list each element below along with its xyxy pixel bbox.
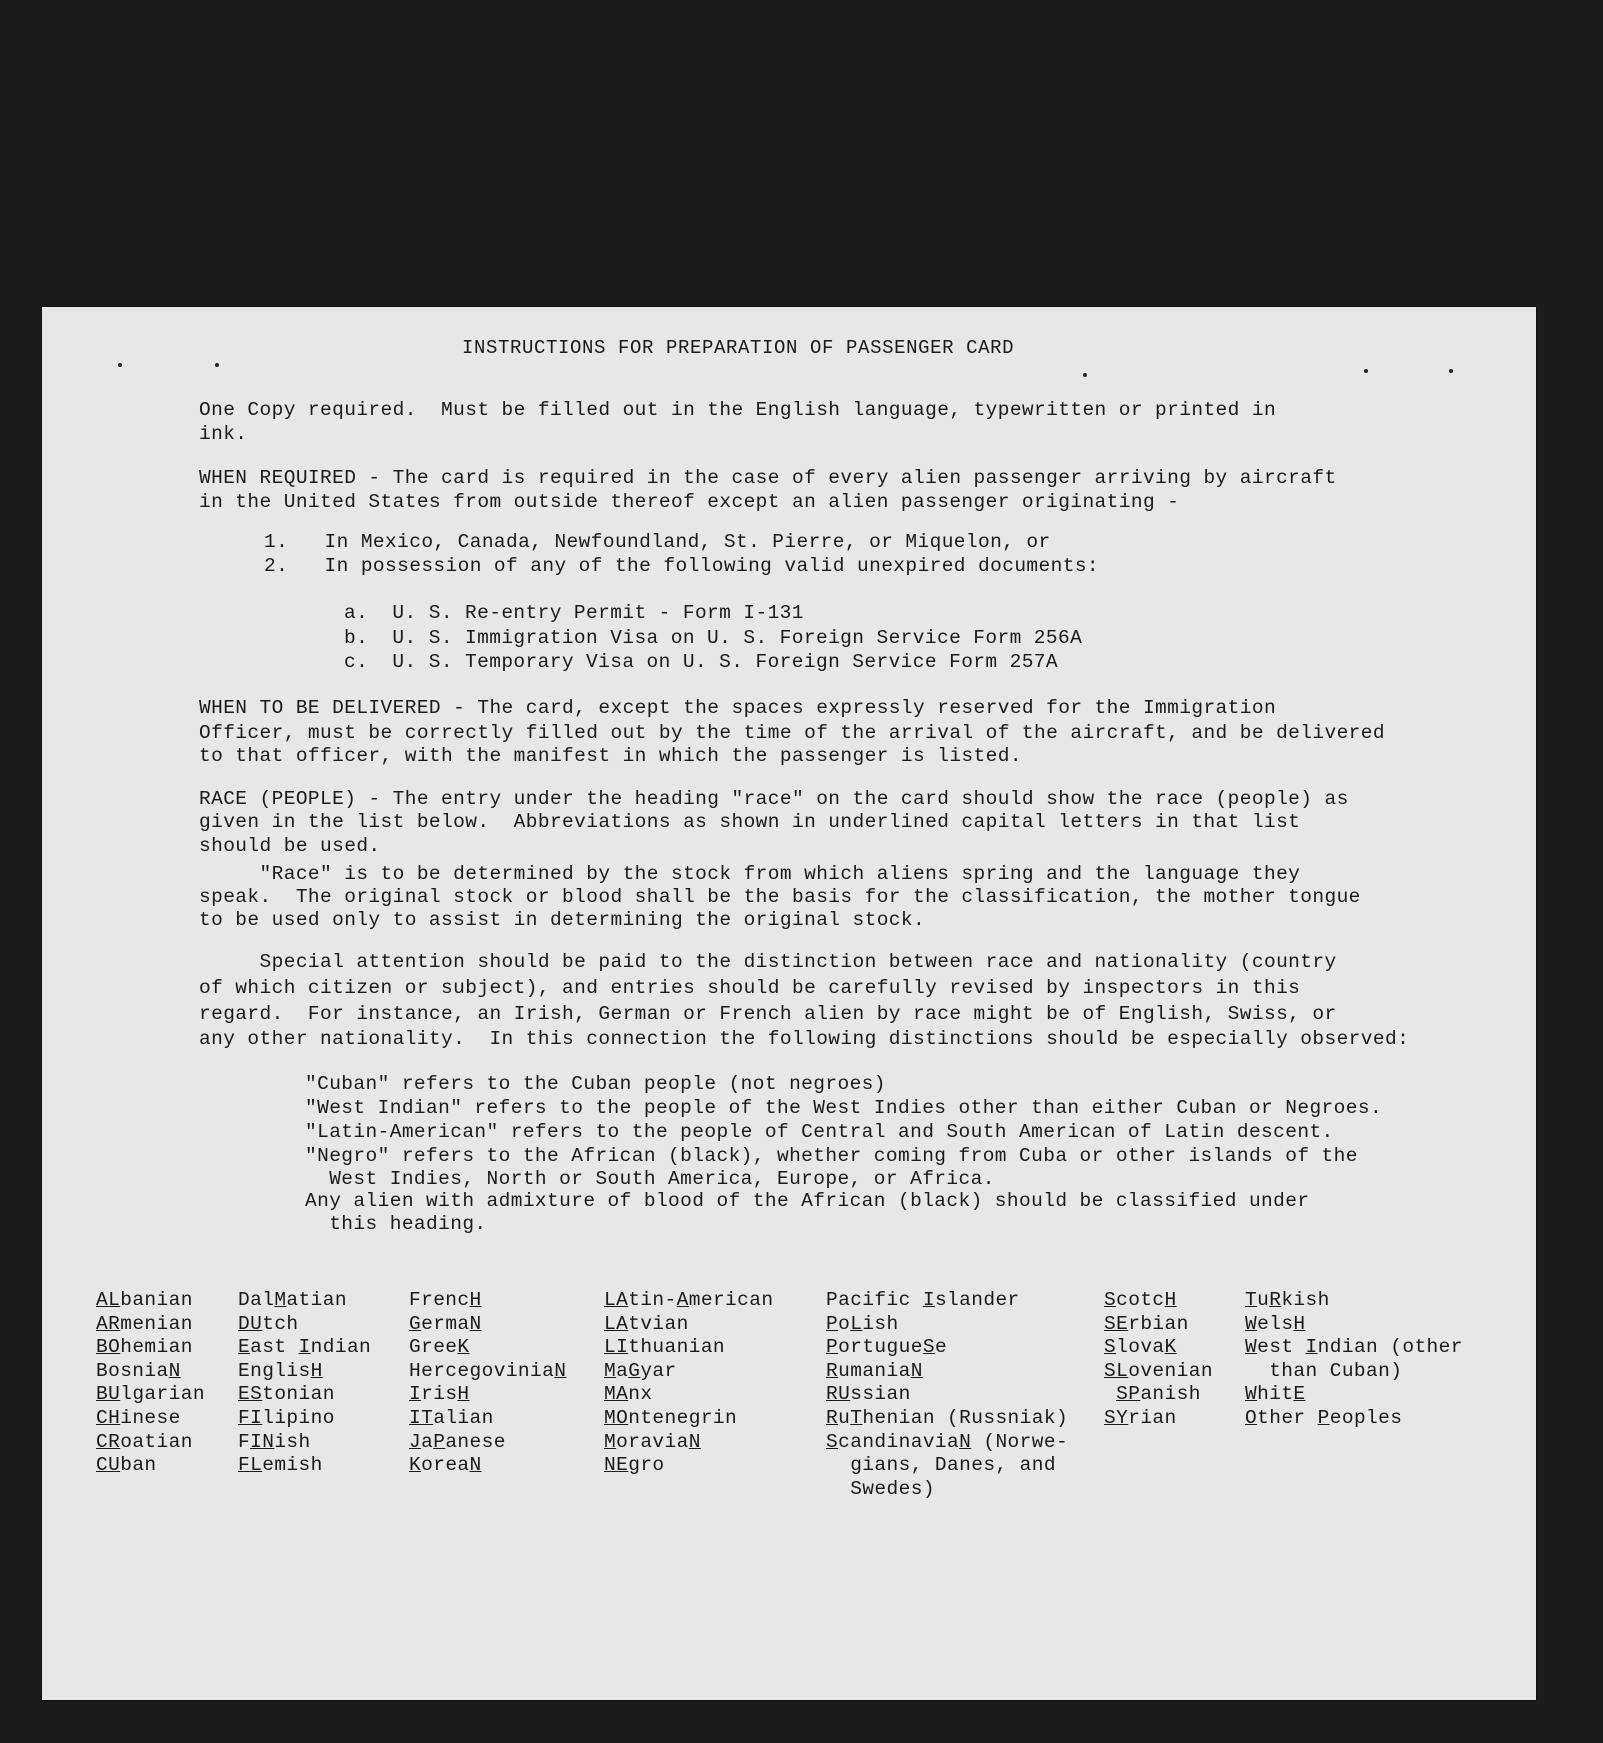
race-abbrev: E <box>238 1336 251 1359</box>
race-abbrev: K <box>1164 1336 1177 1359</box>
race-text: menian <box>120 1312 193 1335</box>
race-text: atian <box>286 1289 347 1311</box>
race-abbrev: CR <box>96 1430 121 1453</box>
race-entry <box>238 1336 371 1360</box>
race-abbrev: T <box>1245 1289 1258 1311</box>
race-list-column-4 <box>604 1289 773 1478</box>
race-entry <box>826 1289 1068 1313</box>
race-text: rbian <box>1128 1312 1189 1335</box>
race-text: Pacific <box>826 1289 923 1311</box>
race-text: lipino <box>262 1406 335 1429</box>
race-entry <box>96 1454 205 1478</box>
race-text: u <box>1257 1289 1270 1311</box>
race-text: banian <box>120 1289 193 1311</box>
race-entry <box>604 1383 773 1407</box>
race-entry <box>604 1431 773 1455</box>
race-text: gians, Danes, and <box>826 1454 1056 1477</box>
race-entry <box>409 1336 566 1360</box>
race-abbrev: R <box>1269 1289 1282 1311</box>
race-entry <box>1245 1313 1463 1337</box>
race-abbrev: AL <box>96 1289 121 1311</box>
race-text: henian (Russniak) <box>862 1406 1069 1429</box>
race-text: umania <box>838 1359 911 1382</box>
race-abbrev: ES <box>238 1383 263 1406</box>
race-text: els <box>1257 1312 1294 1335</box>
ink-speck <box>215 363 219 367</box>
race-entry <box>1245 1289 1463 1313</box>
race-people-line-1: RACE (PEOPLE) - The entry under the heading "race" on the card should show the race (people) as <box>199 788 1349 810</box>
race-text: Englis <box>238 1359 311 1382</box>
race-text: anese <box>445 1430 506 1453</box>
race-text: Gree <box>409 1336 458 1359</box>
race-abbrev: I <box>922 1289 935 1311</box>
race-abbrev: AR <box>96 1312 121 1335</box>
race-abbrev: H <box>457 1383 470 1406</box>
race-text: ish <box>274 1430 311 1453</box>
race-entry <box>826 1431 1068 1455</box>
race-text: candinavia <box>838 1430 960 1453</box>
race-abbrev: W <box>1245 1383 1258 1406</box>
race-text: tvian <box>628 1312 689 1335</box>
race-list-column-7 <box>1245 1289 1463 1431</box>
race-text: Swedes) <box>826 1477 935 1500</box>
race-entry <box>96 1336 205 1360</box>
when-delivered-line-1: WHEN TO BE DELIVERED - The card, except the spaces expressly reserved for the Immigration <box>199 697 1277 719</box>
race-entry <box>238 1289 371 1313</box>
race-entry <box>1104 1360 1213 1384</box>
race-abbrev: FL <box>238 1454 263 1477</box>
race-abbrev: CU <box>96 1454 121 1477</box>
race-entry <box>238 1454 371 1478</box>
race-text: ndian <box>310 1336 372 1359</box>
race-abbrev: I <box>1305 1336 1318 1359</box>
when-delivered-line-2: Officer, must be correctly filled out by the time of the arrival of the aircraft, and be delivered <box>199 722 1385 744</box>
race-list-column-5 <box>826 1289 1068 1501</box>
race-abbrev: R <box>826 1359 839 1382</box>
race-text: gro <box>628 1454 665 1477</box>
race-people-line-4: "Race" is to be determined by the stock from which aliens spring and the language they <box>199 863 1301 885</box>
race-entry <box>604 1289 773 1313</box>
race-entry <box>1245 1407 1463 1431</box>
race-text: yar <box>640 1359 677 1382</box>
race-abbrev: P <box>1317 1406 1330 1429</box>
distinction-cuban: "Cuban" refers to the Cuban people (not negroes) <box>305 1073 886 1095</box>
race-abbrev: IT <box>409 1406 434 1429</box>
race-entry <box>1104 1336 1213 1360</box>
race-list-column-2 <box>238 1289 371 1478</box>
race-abbrev: N <box>469 1454 482 1477</box>
race-text: ortugue <box>838 1336 923 1359</box>
race-abbrev: RU <box>826 1383 851 1406</box>
race-entry <box>409 1313 566 1337</box>
race-text: hemian <box>120 1336 193 1359</box>
race-text: a <box>616 1359 629 1382</box>
race-entry <box>1104 1383 1213 1407</box>
race-text: ast <box>250 1336 299 1359</box>
race-abbrev: W <box>1245 1336 1258 1359</box>
race-abbrev: CH <box>96 1406 121 1429</box>
race-abbrev: M <box>604 1359 617 1382</box>
race-text: anish <box>1140 1383 1201 1406</box>
race-text: emish <box>262 1454 323 1477</box>
race-abbrev: S <box>922 1336 935 1359</box>
race-entry <box>826 1336 1068 1360</box>
race-abbrev: T <box>850 1406 863 1429</box>
race-entry <box>409 1431 566 1455</box>
race-entry <box>96 1383 205 1407</box>
special-line-1: Special attention should be paid to the distinction between race and nationality (country <box>199 951 1337 973</box>
race-abbrev: LI <box>604 1336 629 1359</box>
race-people-line-2: given in the list below. Abbreviations as shown in underlined capital letters in that list <box>199 811 1301 833</box>
race-abbrev: G <box>628 1359 641 1382</box>
race-entry <box>604 1454 773 1478</box>
race-abbrev: N <box>469 1312 482 1335</box>
race-text: tch <box>262 1312 299 1335</box>
race-abbrev: SP <box>1116 1383 1141 1406</box>
race-entry <box>409 1383 566 1407</box>
race-text <box>1104 1383 1116 1405</box>
race-abbrev: MO <box>604 1406 629 1429</box>
special-line-3: regard. For instance, an Irish, German or French alien by race might be of English, Swiss, or <box>199 1003 1337 1025</box>
race-abbrev: A <box>676 1289 689 1311</box>
special-line-4: any other nationality. In this connection the following distinctions should be especially observed: <box>199 1028 1410 1050</box>
race-abbrev: L <box>850 1312 863 1335</box>
race-entry <box>409 1407 566 1431</box>
race-abbrev: I <box>409 1383 422 1406</box>
race-text: merican <box>688 1289 774 1311</box>
race-abbrev: H <box>1164 1289 1177 1311</box>
race-text: o <box>838 1312 851 1335</box>
race-entry <box>96 1313 205 1337</box>
race-entry <box>409 1360 566 1384</box>
intro-line-1: One Copy required. Must be filled out in the English language, typewritten or printed in <box>199 399 1277 421</box>
race-abbrev: K <box>457 1336 470 1359</box>
race-abbrev: J <box>409 1430 422 1453</box>
race-text: ssian <box>850 1383 911 1406</box>
race-abbrev: H <box>310 1359 323 1382</box>
race-text: est <box>1257 1336 1306 1359</box>
race-text: a <box>421 1430 434 1453</box>
race-abbrev: MA <box>604 1383 629 1406</box>
race-abbrev: LA <box>604 1312 629 1335</box>
race-abbrev: N <box>910 1359 923 1382</box>
distinction-latin-american: "Latin-American" refers to the people of Central and South American of Latin descent. <box>305 1121 1334 1143</box>
race-abbrev: P <box>433 1430 446 1453</box>
race-abbrev: N <box>168 1359 181 1382</box>
race-text: orea <box>421 1454 470 1477</box>
race-entry <box>238 1383 371 1407</box>
race-entry <box>604 1336 773 1360</box>
race-abbrev: R <box>826 1406 839 1429</box>
race-entry <box>96 1431 205 1455</box>
race-entry <box>238 1313 371 1337</box>
race-entry <box>826 1407 1068 1431</box>
race-text: nx <box>628 1383 653 1406</box>
race-abbrev: S <box>1104 1336 1117 1359</box>
ink-speck <box>1449 369 1453 373</box>
race-text: kish <box>1281 1289 1330 1311</box>
race-abbrev: P <box>826 1336 839 1359</box>
race-people-line-5: speak. The original stock or blood shall be the basis for the classification, the mother tongue <box>199 886 1361 908</box>
race-abbrev: DU <box>238 1312 263 1335</box>
distinction-negro-cont: West Indies, North or South America, Europe, or Africa. <box>305 1168 995 1190</box>
race-entry <box>604 1360 773 1384</box>
race-abbrev: M <box>604 1430 617 1453</box>
numbered-item-1: 1. In Mexico, Canada, Newfoundland, St. Pierre, or Miquelon, or <box>264 531 1051 553</box>
when-required-line-1: WHEN REQUIRED - The card is required in the case of every alien passenger arriving by aircraft <box>199 467 1337 489</box>
race-entry <box>238 1407 371 1431</box>
race-text: than Cuban) <box>1245 1359 1403 1382</box>
race-text: F <box>238 1430 251 1453</box>
race-entry <box>604 1407 773 1431</box>
race-text: Bosnia <box>96 1359 169 1382</box>
distinction-admixture-cont: this heading. <box>305 1213 487 1235</box>
document-item-c: c. U. S. Temporary Visa on U. S. Foreign Service Form 257A <box>344 651 1059 673</box>
race-text: lova <box>1116 1336 1165 1359</box>
race-abbrev: M <box>274 1289 287 1311</box>
numbered-item-2: 2. In possession of any of the following valid unexpired documents: <box>264 555 1100 577</box>
race-abbrev: K <box>409 1454 422 1477</box>
document-item-b: b. U. S. Immigration Visa on U. S. Foreign Service Form 256A <box>344 627 1083 649</box>
race-abbrev: SE <box>1104 1312 1129 1335</box>
race-entry <box>826 1478 1068 1502</box>
race-entry <box>1104 1313 1213 1337</box>
race-abbrev: H <box>469 1289 482 1311</box>
race-abbrev: E <box>1293 1383 1306 1406</box>
document-page <box>42 307 1536 1700</box>
race-abbrev: N <box>554 1359 567 1382</box>
race-text: Hercegovinia <box>409 1359 555 1382</box>
race-entry <box>96 1407 205 1431</box>
race-abbrev: BU <box>96 1383 121 1406</box>
race-entry <box>1104 1289 1213 1313</box>
race-abbrev: G <box>409 1312 422 1335</box>
race-text: ther <box>1257 1406 1318 1429</box>
race-list-column-1 <box>96 1289 205 1478</box>
race-entry <box>604 1313 773 1337</box>
ink-speck <box>1083 373 1087 377</box>
race-entry <box>96 1289 205 1313</box>
race-abbrev: SY <box>1104 1406 1129 1429</box>
race-entry <box>1245 1360 1463 1384</box>
race-abbrev: BO <box>96 1336 121 1359</box>
race-text: erma <box>421 1312 470 1335</box>
race-text: ntenegrin <box>628 1406 738 1429</box>
race-text: ris <box>421 1383 458 1406</box>
race-abbrev: NE <box>604 1454 629 1477</box>
distinction-admixture: Any alien with admixture of blood of the African (black) should be classified under <box>305 1190 1310 1212</box>
race-text: u <box>838 1406 851 1429</box>
race-text: ovenian <box>1128 1359 1213 1382</box>
race-entry <box>826 1360 1068 1384</box>
race-entry <box>238 1431 371 1455</box>
race-people-line-6: to be used only to assist in determining the original stock. <box>199 909 926 931</box>
race-text: cotc <box>1116 1289 1165 1311</box>
ink-speck <box>118 363 122 367</box>
race-abbrev: H <box>1293 1312 1306 1335</box>
race-abbrev: I <box>298 1336 311 1359</box>
race-abbrev: LA <box>604 1289 629 1311</box>
race-entry <box>1245 1336 1463 1360</box>
race-text: thuanian <box>628 1336 726 1359</box>
race-list-column-6 <box>1104 1289 1213 1431</box>
race-text: Dal <box>238 1289 275 1311</box>
race-people-line-3: should be used. <box>199 835 381 857</box>
race-text: lgarian <box>120 1383 205 1406</box>
when-required-line-2: in the United States from outside thereof except an alien passenger originating - <box>199 491 1180 513</box>
race-text: ish <box>862 1312 899 1335</box>
race-text: oravia <box>616 1430 689 1453</box>
race-text: e <box>934 1336 948 1359</box>
race-text: hit <box>1257 1383 1294 1406</box>
race-abbrev: P <box>826 1312 839 1335</box>
race-abbrev: FI <box>238 1406 263 1429</box>
race-entry <box>1245 1383 1463 1407</box>
document-item-a: a. U. S. Re-entry Permit - Form I-131 <box>344 602 804 624</box>
race-entry <box>409 1454 566 1478</box>
race-list-column-3 <box>409 1289 566 1478</box>
race-text: oatian <box>120 1430 193 1453</box>
race-entry <box>826 1313 1068 1337</box>
intro-line-2: ink. <box>199 423 248 445</box>
race-text: eoples <box>1329 1406 1403 1429</box>
distinction-west-indian: "West Indian" refers to the people of the West Indies other than either Cuban or Negroes. <box>305 1097 1383 1119</box>
race-abbrev: S <box>826 1430 839 1453</box>
distinction-negro: "Negro" refers to the African (black), whether coming from Cuba or other islands of the <box>305 1145 1358 1167</box>
race-text: Frenc <box>409 1289 470 1311</box>
race-entry <box>238 1360 371 1384</box>
race-entry <box>826 1383 1068 1407</box>
race-abbrev: N <box>688 1430 701 1453</box>
race-entry <box>1104 1407 1213 1431</box>
race-text: ban <box>120 1454 157 1477</box>
race-entry <box>96 1360 205 1384</box>
ink-speck <box>1364 369 1368 373</box>
race-text: inese <box>120 1406 181 1429</box>
race-abbrev: S <box>1104 1289 1117 1311</box>
race-text: rian <box>1128 1406 1177 1429</box>
special-line-2: of which citizen or subject), and entries should be carefully revised by inspectors in this <box>199 977 1301 999</box>
race-entry <box>409 1289 566 1313</box>
race-abbrev: N <box>959 1430 972 1453</box>
race-abbrev: W <box>1245 1312 1258 1335</box>
race-entry <box>826 1454 1068 1478</box>
race-text: ndian (other <box>1317 1336 1463 1359</box>
race-text: alian <box>433 1406 494 1429</box>
race-text: tin- <box>628 1289 677 1311</box>
when-delivered-line-3: to that officer, with the manifest in which the passenger is listed. <box>199 745 1022 767</box>
race-text: slander <box>934 1289 1020 1311</box>
race-text: tonian <box>262 1383 335 1406</box>
race-abbrev: SL <box>1104 1359 1129 1382</box>
race-text: (Norwe- <box>971 1430 1069 1453</box>
page-title: INSTRUCTIONS FOR PREPARATION OF PASSENGER CARD <box>462 337 1015 359</box>
race-abbrev: O <box>1245 1406 1258 1429</box>
race-abbrev: IN <box>250 1430 275 1453</box>
